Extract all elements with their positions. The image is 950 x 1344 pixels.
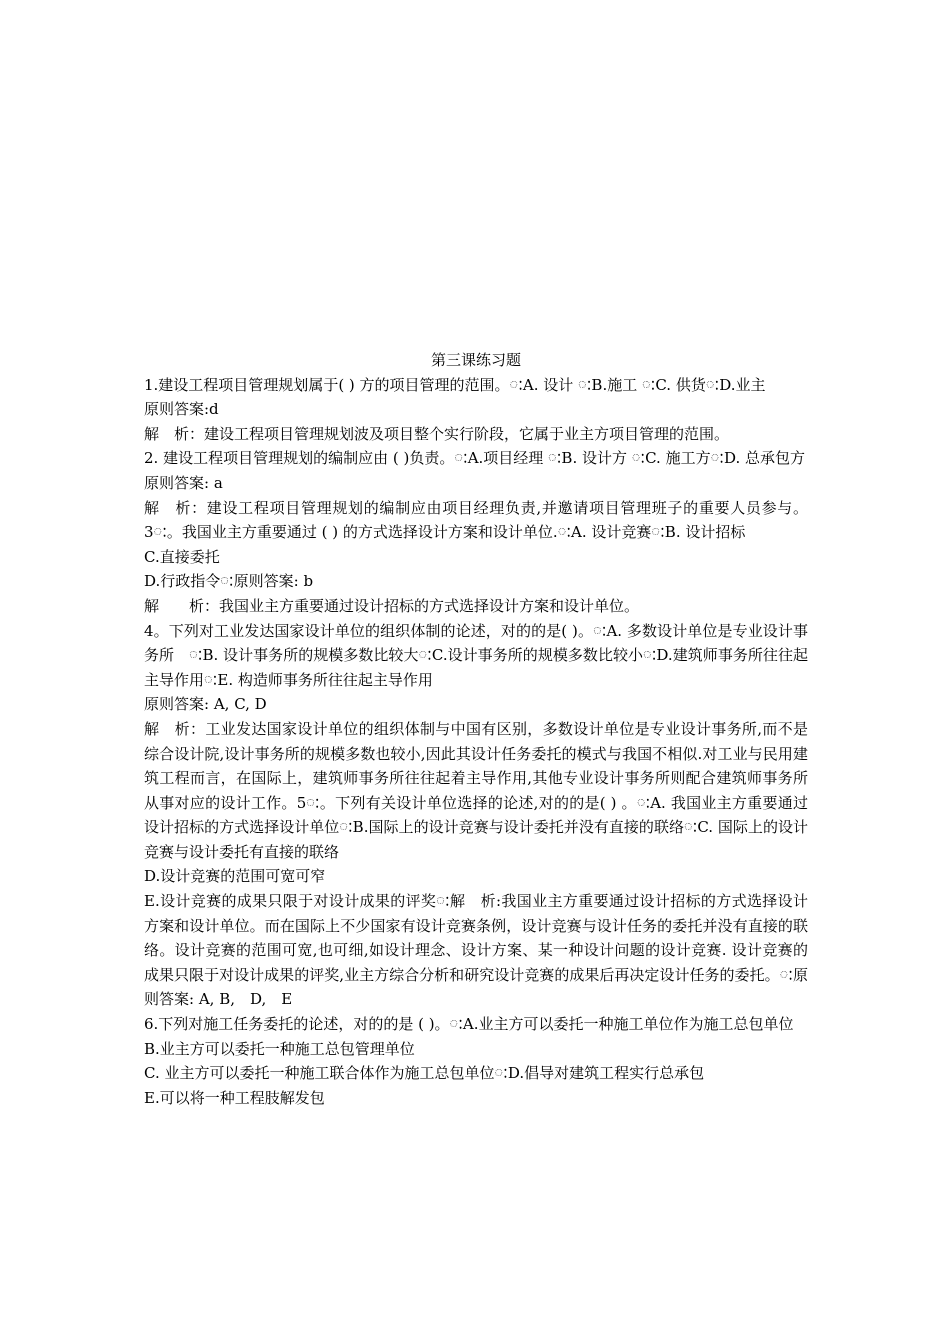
option-5d: D.设计竞赛的范围可宽可窄 xyxy=(144,867,326,886)
analysis-4-question-5: 解 析：工业发达国家设计单位的组织体制与中国有区别，多数设计单位是专业设计事务所,而不是综合设计院,设计事务所的规模多数也较小,因此其设计任务委托的模式与我国不相似.对工业与民用建筑工程而言，在国际上，建筑师事务所往往起着主导作用,其他专业设计事务所则配合建筑师事务所从事对应的设计工作。5ៈ。下列有关设计单位选择的论述,对的的是( ) 。ៈA. 我国业主方重要通过设计招标的方式选择设计单位ៈB.国际上的设计竞赛与设计委托并没有直接的联络ៈC. 国际上的设计竞赛与设计委托有直接的联络 xyxy=(144,719,808,861)
option-3d-answer-3: D.行政指令ៈ原则答案: b xyxy=(144,572,314,591)
analysis-2-question-3: 解 析：建设工程项目管理规划的编制应由项目经理负责,并邀请项目管理班子的重要人员参与。 3ៈ。我国业主方重要通过 ( ) 的方式选择设计方案和设计单位.ៈA. 设计竞赛ៈB. 设计招标 xyxy=(144,498,808,542)
document-title: 第三课练习题 xyxy=(430,351,521,369)
option-6e: E.可以将一种工程肢解发包 xyxy=(144,1088,325,1107)
answer-2: 原则答案: a xyxy=(144,473,223,492)
answer-1: 原则答案:d xyxy=(144,400,219,419)
option-6b: B.业主方可以委托一种施工总包管理单位 xyxy=(144,1039,415,1058)
analysis-1: 解 析：建设工程项目管理规划波及项目整个实行阶段，它属于业主方项目管理的范围。 xyxy=(144,424,730,443)
question-1: 1.建设工程项目管理规划属于( ) 方的项目管理的范围。ៈA. 设计 ៈB.施工 ៈC. 供货ៈD.业主 xyxy=(144,375,766,394)
question-6: 6.下列对施工任务委托的论述，对的的是 ( )。ៈA.业主方可以委托一种施工单位作为施工总包单位 xyxy=(144,1015,794,1034)
option-3c: C.直接委托 xyxy=(144,547,220,566)
question-4: 4。下列对工业发达国家设计单位的组织体制的论述，对的的是( )。ៈA. 多数设计单位是专业设计事务所 ៈB. 设计事务所的规模多数比较大ៈC.设计事务所的规模多数比较小ៈD.建筑师事务所往往起主导作用ៈE. 构造师事务所往往起主导作用 xyxy=(144,621,808,689)
answer-4: 原则答案: A, C, D xyxy=(144,695,267,714)
analysis-3: 解 析：我国业主方重要通过设计招标的方式选择设计方案和设计单位。 xyxy=(144,596,640,615)
option-5e-analysis-5: E.设计竞赛的成果只限于对设计成果的评奖ៈ解 析:我国业主方重要通过设计招标的方式选择设计方案和设计单位。而在国际上不少国家有设计竞赛条例，设计竞赛与设计任务的委托并没有直接的联络。设计竞赛的范围可宽,也可细,如设计理念、设计方案、某一种设计问题的设计竞赛. 设计竞赛的成果只限于对设计成果的评奖,业主方综合分析和研究设计竞赛的成果后再决定设计任务的委托。ៈ原则答案: A, B, D, E xyxy=(144,892,808,1009)
question-2: 2. 建设工程项目管理规划的编制应由 ( )负责。ៈA.项目经理 ៈB. 设计方 ៈC. 施工方ៈD. 总承包方 xyxy=(144,449,805,468)
document-page xyxy=(144,348,808,1110)
option-6c-6d: C. 业主方可以委托一种施工联合体作为施工总包单位ៈD.倡导对建筑工程实行总承包 xyxy=(144,1064,705,1083)
